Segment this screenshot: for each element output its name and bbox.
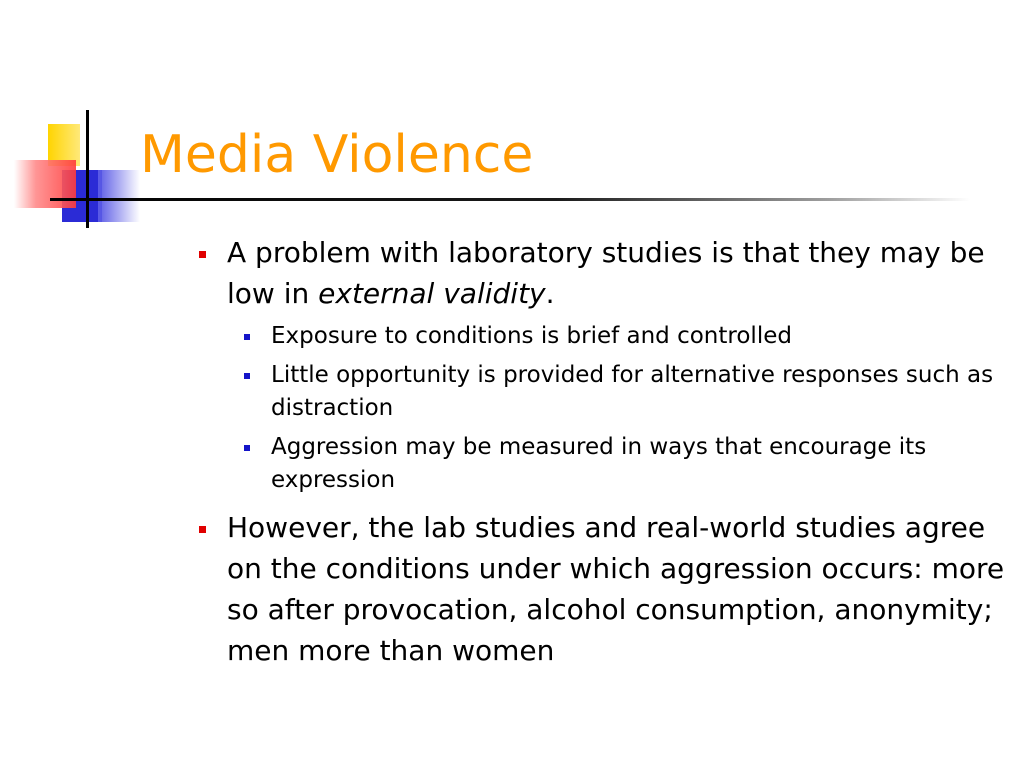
decorative-logo — [0, 0, 160, 240]
sub-bullet-item — [240, 359, 1006, 425]
sub-bullet-text: Exposure to conditions is brief and controlled — [271, 323, 792, 349]
red-square-bullet-icon — [199, 526, 206, 533]
red-square-bullet-icon — [199, 251, 206, 258]
bullet-item-1 — [196, 232, 1006, 314]
title-underline — [50, 198, 970, 201]
slide-title: Media Violence — [140, 125, 534, 185]
vertical-rule — [86, 110, 89, 228]
sub-bullet-text: Little opportunity is provided for alternative responses such as distraction — [271, 362, 994, 421]
sub-bullet-item — [240, 431, 1006, 497]
bullet-1-italic-term: external validity — [318, 277, 546, 310]
blue-square-bullet-icon — [244, 373, 250, 379]
blue-square-bullet-icon — [244, 334, 250, 340]
bullet-1-text-end: . — [545, 277, 555, 310]
bullet-2-text: However, the lab studies and real-world studies agree on the conditions under which aggression occurs: more so after provocation, alcohol consumption, anonymity; men more than women — [227, 511, 1005, 667]
blue-fade-decoration — [98, 170, 140, 222]
bullet-item-2 — [196, 507, 1006, 671]
sub-bullet-list — [240, 320, 1006, 497]
slide-content — [196, 232, 1006, 675]
bullet-1-text: A problem with laboratory studies is that they may be low in — [227, 236, 985, 310]
sub-bullet-item — [240, 320, 1006, 353]
sub-bullet-text: Aggression may be measured in ways that encourage its expression — [271, 434, 927, 493]
blue-square-bullet-icon — [244, 445, 250, 451]
